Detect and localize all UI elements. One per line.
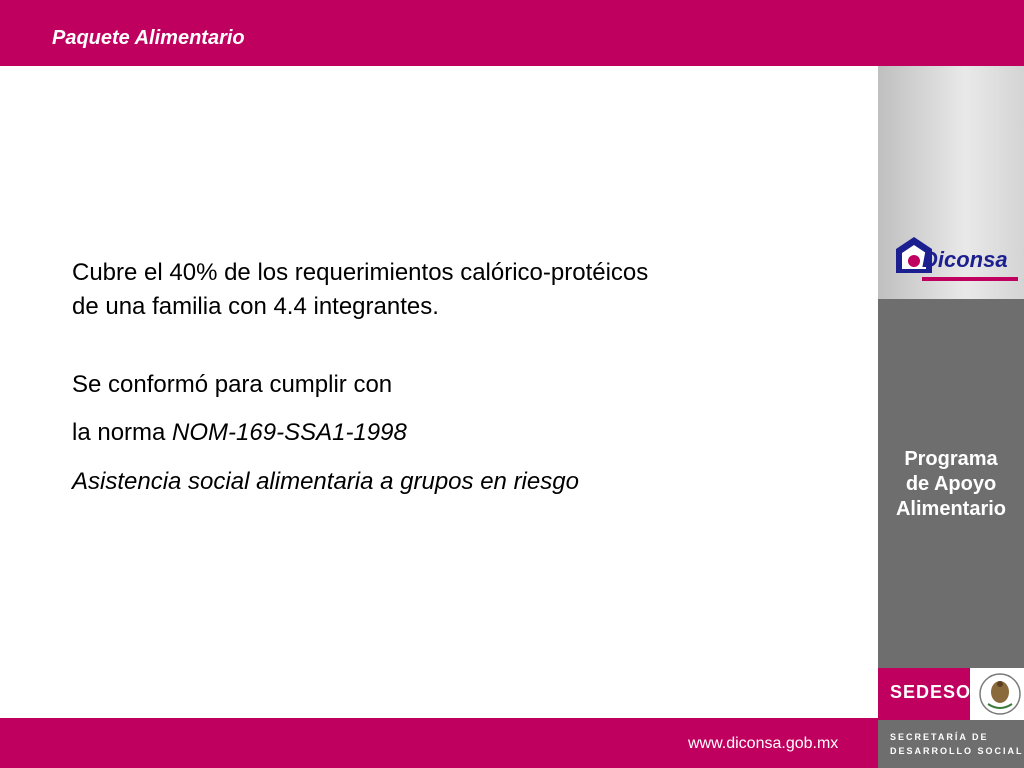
footer-url[interactable]: www.diconsa.gob.mx — [688, 735, 839, 752]
diconsa-logo-underline — [922, 277, 1018, 281]
secretaria-line1: SECRETARÍA DE — [890, 732, 989, 742]
assistance-text: Asistencia social alimentaria a grupos en riesgo — [72, 468, 579, 495]
paragraph-requirements-line2: de una familia con 4.4 integrantes. — [72, 293, 439, 320]
sedesol-badge — [878, 668, 984, 720]
slide-title: Paquete Alimentario — [52, 27, 245, 49]
program-label-line2: de Apoyo — [905, 473, 997, 495]
mexican-coat-of-arms-icon — [978, 670, 1022, 718]
paragraph-norm — [72, 368, 407, 450]
paragraph-requirements — [72, 256, 648, 324]
secretaria-block — [878, 720, 1024, 768]
header-bar — [0, 0, 1024, 66]
paragraph-requirements-line1: Cubre el 40% de los requerimientos calórico-protéicos — [72, 259, 649, 286]
secretaria-line2: DESARROLLO SOCIAL — [890, 746, 1024, 756]
paragraph-norm-line1: Se conformó para cumplir con — [72, 371, 393, 398]
paragraph-norm-line2 — [72, 416, 407, 450]
program-label-line1: Programa — [904, 448, 998, 470]
sedesol-block — [878, 668, 1024, 768]
diconsa-logo-text: Diconsa — [922, 247, 1008, 272]
norm-prefix: la norma — [72, 419, 173, 446]
sedesol-label: SEDESOL — [890, 682, 984, 702]
sidebar — [878, 66, 1024, 768]
diconsa-logo — [892, 235, 1020, 289]
paragraph-assistance — [72, 465, 579, 499]
footer-bar — [0, 718, 878, 768]
norm-code: NOM-169-SSA1-1998 — [172, 419, 407, 446]
program-label-line3: Alimentario — [895, 498, 1007, 520]
program-label — [878, 447, 1024, 522]
